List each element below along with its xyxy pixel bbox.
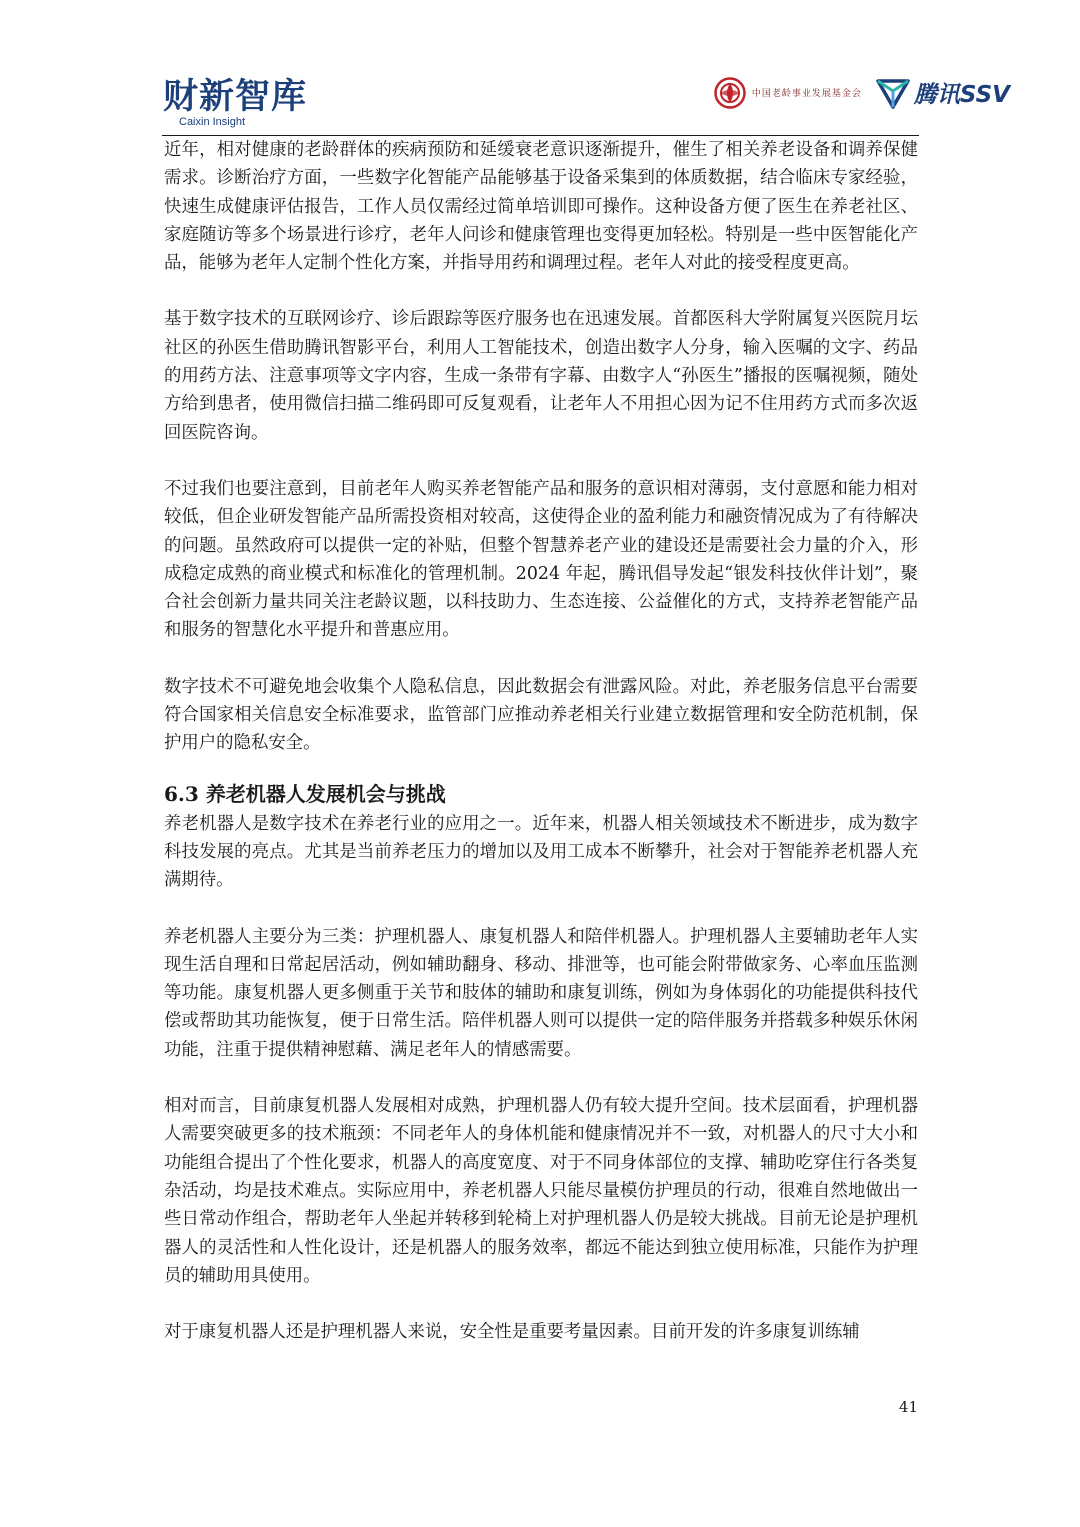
body-paragraph-4: 数字技术不可避免地会收集个人隐私信息，因此数据会有泄露风险。对此，养老服务信息平台需要符合国家相关信息安全标准要求，监管部门应推动养老相关行业建立数据管理和安全防范机制，保护用户的隐私安全。 (164, 676, 918, 754)
page-body (164, 136, 918, 1346)
section-paragraph-3: 相对而言，目前康复机器人发展相对成熟，护理机器人仍有较大提升空间。技术层面看，护理机器人需要突破更多的技术瓶颈：不同老年人的身体机能和健康情况并不一致，对机器人的尺寸大小和功能组合提出了个性化要求，机器人的高度宽度、对于不同身体部位的支撑、辅助吃穿住行各类复杂活动，均是技术难点。实际应用中，养老机器人只能尽量模仿护理员的行动，很难自然地做出一些日常动作组合，帮助老年人坐起并转移到轮椅上对护理机器人仍是较大挑战。目前无论是护理机器人的灵活性和人性化设计，还是机器人的服务效率，都远不能达到独立使用标准，只能作为护理员的辅助用具使用。 (164, 1096, 918, 1286)
page-number: 41 (898, 1398, 918, 1416)
fund-name: 中国老龄事业发展基金会 (751, 89, 862, 99)
tencent-ssv-logo (876, 76, 1010, 109)
page-header (0, 0, 1080, 140)
tencent-ssv-logo-icon (876, 77, 910, 109)
paragraph-gap (164, 1290, 918, 1318)
body-paragraph-2: 基于数字技术的互联网诊疗、诊后跟踪等医疗服务也在迅速发展。首都医科大学附属复兴医院月坛社区的孙医生借助腾讯智影平台，利用人工智能技术，创造出数字人分身，输入医嘱的文字、药品的用药方法、注意事项等文字内容，生成一条带有字幕、由数字人“孙医生”播报的医嘱视频，随处方给到患者，使用微信扫描二维码即可反复观看，让老年人不用担心因为记不住用药方式而多次返回医院咨询。 (164, 309, 918, 443)
brand-name-cn: 财新智库 (163, 77, 308, 117)
paragraph-gap (164, 277, 918, 305)
fund-logo-icon (714, 77, 746, 109)
body-paragraph-3: 不过我们也要注意到，目前老年人购买养老智能产品和服务的意识相对薄弱，支付意愿和能力相对较低，但企业研发智能产品所需投资相对较高，这使得企业的盈利能力和融资情况成为了有待解决的问题。虽然政府可以提供一定的补贴，但整个智慧养老产业的建设还是需要社会力量的介入，形成稳定成熟的商业模式和标准化的管理机制。2024 年起，腾讯倡导发起“银发科技伙伴计划”，聚合社会创新力量共同关注老龄议题，以科技助力、生态连接、公益催化的方式，支持养老智能产品和服务的智慧化水平提升和普惠应用。 (164, 478, 918, 641)
body-paragraph-1: 近年，相对健康的老龄群体的疾病预防和延缓衰老意识逐渐提升，催生了相关养老设备和调养保健需求。诊断治疗方面，一些数字化智能产品能够基于设备采集到的体质数据，结合临床专家经验，快速生成健康评估报告，工作人员仅需经过简单培训即可操作。这种设备方便了医生在养老社区、家庭随访等多个场景进行诊疗，老年人问诊和健康管理也变得更加轻松。特别是一些中医智能化产品，能够为老年人定制个性化方案，并指导用药和调理过程。老年人对此的接受程度更高。 (164, 140, 918, 274)
fund-logo (714, 77, 862, 109)
brand-name-en: Caixin Insight (179, 116, 246, 128)
section-heading: 6.3 养老机器人发展机会与挑战 (164, 781, 446, 806)
paragraph-gap (164, 895, 918, 923)
paragraph-gap (164, 645, 918, 673)
section-paragraph-2: 养老机器人主要分为三类：护理机器人、康复机器人和陪伴机器人。护理机器人主要辅助老年人实现生活自理和日常起居活动，例如辅助翻身、移动、排泄等，也可能会附带做家务、心率血压监测等功能。康复机器人更多侧重于关节和肢体的辅助和康复训练，例如为身体弱化的功能提供科技代偿或帮助其功能恢复，便于日常生活。陪伴机器人则可以提供一定的陪伴服务并搭载多种娱乐休闲功能，注重于提供精神慰藉、满足老年人的情感需要。 (164, 926, 918, 1060)
section-paragraph-1: 养老机器人是数字技术在养老行业的应用之一。近年来，机器人相关领域技术不断进步，成为数字科技发展的亮点。尤其是当前养老压力的增加以及用工成本不断攀升，社会对于智能养老机器人充满期待。 (164, 813, 918, 891)
partner-logos (714, 76, 1010, 109)
paragraph-gap (164, 447, 918, 475)
section-paragraph-4: 对于康复机器人还是护理机器人来说，安全性是重要考量因素。目前开发的许多康复训练辅 (164, 1322, 860, 1343)
caixin-logo (163, 78, 307, 128)
ssv-name: 腾讯SSV (913, 82, 1010, 108)
paragraph-gap (164, 1064, 918, 1092)
